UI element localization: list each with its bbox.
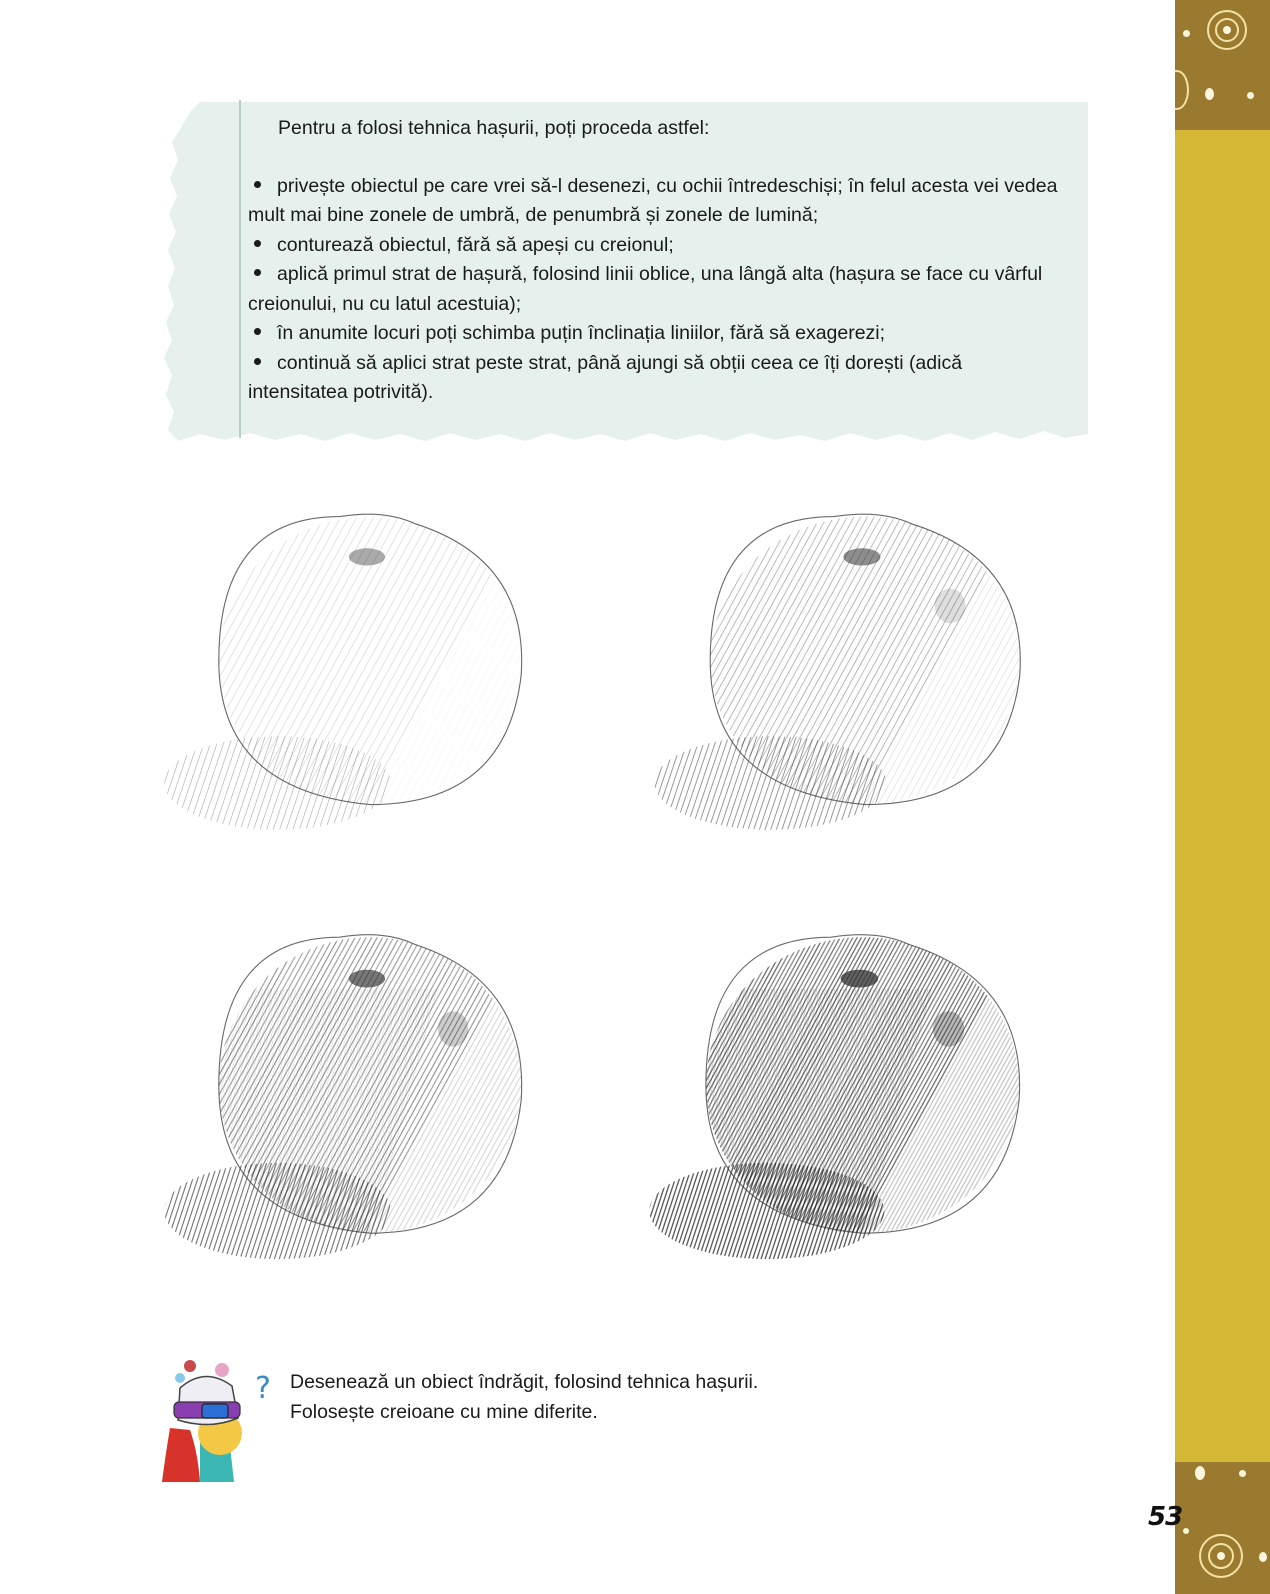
decor-dot	[1239, 1470, 1246, 1477]
svg-text:?: ?	[255, 1371, 271, 1406]
shade-patch	[933, 1011, 964, 1047]
note-intro: Pentru a folosi tehnica hașurii, poți proceda astfel:	[278, 117, 710, 139]
bullet-icon	[254, 269, 261, 276]
list-item	[248, 260, 1058, 319]
apple-sketch-step-3	[160, 915, 580, 1285]
stem-hollow	[841, 970, 879, 988]
list-item	[248, 349, 1058, 408]
list-item-text: conturează obiectul, fără să apeși cu creionul;	[277, 233, 674, 256]
bullet-icon	[254, 181, 261, 188]
stem-hollow	[349, 970, 385, 988]
task-line-1: Desenează un obiect îndrăgit, folosind tehnica hașurii.	[290, 1371, 759, 1393]
shadow-hatch	[160, 718, 448, 837]
stem-hollow	[843, 548, 880, 565]
decor-dot	[1183, 1528, 1189, 1534]
apple-sketch-step-1	[160, 495, 580, 855]
sidebar-top-band	[1175, 0, 1270, 130]
apple-sketch-step-4	[645, 915, 1080, 1285]
decor-dot	[1183, 30, 1190, 37]
bullet-icon	[254, 328, 261, 335]
decor-dot	[1223, 26, 1231, 34]
mascot-illustration	[160, 1358, 280, 1483]
decor-dot	[1195, 1466, 1205, 1480]
apple-sketch-step-2	[650, 495, 1080, 855]
page-sidebar	[1175, 0, 1270, 1594]
page-number: 53	[1148, 1502, 1183, 1532]
note-text	[248, 114, 1058, 408]
decor-dot	[1247, 92, 1254, 99]
bullet-icon	[254, 240, 261, 247]
list-item-text: în anumite locuri poți schimba puțin înclinația liniilor, fără să exagerezi;	[277, 322, 886, 344]
decor-dot	[1205, 88, 1214, 100]
bullet-icon	[254, 358, 261, 365]
shade-patch	[935, 589, 966, 624]
note-margin-line	[239, 100, 241, 438]
list-item-text: privește obiectul pe care vrei să-l desenezi, cu ochii întredeschiși; în felul acesta vei vedea mult mai bine zonele de umbră, de penumbră și zonele de lumină;	[248, 174, 1058, 226]
stem-hollow	[349, 548, 385, 565]
shade-patch	[438, 1011, 468, 1047]
decor-dot	[1217, 1552, 1225, 1560]
decor-ring	[1175, 70, 1189, 110]
list-item-text: continuă să aplici strat peste strat, până ajungi să obții ceea ce îți dorești (adică intensitatea potrivită).	[248, 351, 963, 403]
sidebar-bottom-band	[1175, 1462, 1270, 1594]
list-item	[248, 172, 1058, 231]
list-item	[248, 319, 1058, 349]
task-text	[290, 1368, 758, 1427]
instruction-note	[160, 100, 1088, 450]
list-item-text: aplică primul strat de hașură, folosind linii oblice, una lângă alta (hașura se face cu vârful creionului, nu cu latul acestuia);	[248, 263, 1043, 315]
list-item	[248, 231, 1058, 261]
task-line-2: Folosește creioane cu mine diferite.	[290, 1400, 598, 1423]
decor-dot	[1259, 1552, 1267, 1562]
